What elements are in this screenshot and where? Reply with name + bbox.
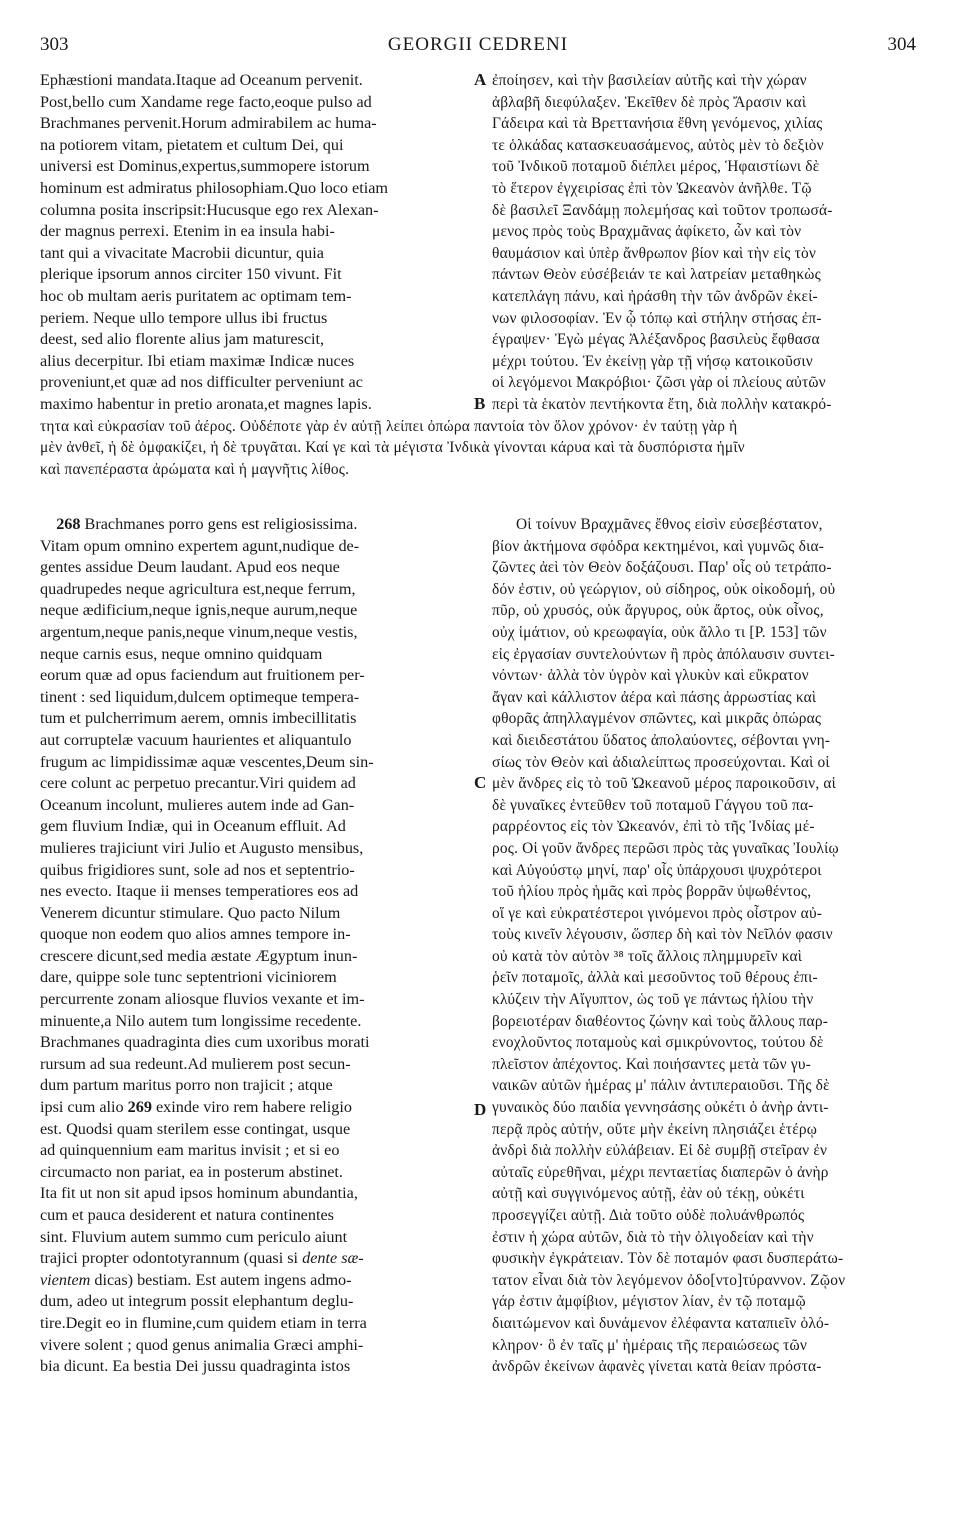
latin-line: sint. Fluvium autem summo cum periculo aiunt bbox=[40, 1227, 348, 1246]
section-number-268: 268 bbox=[56, 515, 81, 533]
latin-line: rursum ad sua redeunt.Ad mulierem post secun- bbox=[40, 1054, 351, 1073]
greek-line: σίως τὸν Θεὸν καὶ ἀδιαλείπτως προσεύχονται. Καὶ οἱ bbox=[492, 753, 830, 771]
latin-line: percurrente zonam aliosque fluvios vexante et im- bbox=[40, 990, 365, 1009]
latin-line: tire.Degit eo in flumine,cum quidem etiam in terra bbox=[40, 1313, 367, 1332]
greek-line: τοὺς κινεῖν λέγουσιν, ὥσπερ δὴ καὶ τὸν Νεῖλόν φασιν bbox=[492, 926, 833, 944]
running-title: GEORGII CEDRENI bbox=[387, 34, 569, 55]
greek-line: δὲ γυναῖκες ἐντεῦθεν τοῦ ποταμοῦ Γάγγου τοῦ πα- bbox=[492, 796, 814, 814]
latin-line: vivere solent ; quod genus animalia Græci amphi- bbox=[40, 1335, 364, 1354]
greek-line: ενοχλοῦντος ποταμοὺς καὶ σμικρύνοντος, τούτου δὲ bbox=[492, 1034, 824, 1052]
greek-line: ἄγαν καὶ κάλλιστον ἀέρα καὶ πάσης ἀρρωστίας καὶ bbox=[492, 688, 817, 706]
greek-line: φυσικὴν ἐγκράτειαν. Τὸν δὲ ποταμόν φασι δυσπεράτω- bbox=[492, 1250, 844, 1268]
latin-line bbox=[40, 1097, 472, 1119]
greek-line: πάντων Θεὸν εὐσέβειάν τε καὶ λατρείαν μεταθηκὼς bbox=[492, 266, 821, 284]
latin-line: neque carnis esus, neque omnino quidquam bbox=[40, 644, 323, 663]
greek-line: Γάδειρα καὶ τὰ Βρεττανήσια ἔθνη γενόμενος, χιλίας bbox=[492, 115, 823, 133]
latin-line: Brachmanes pervenit.Horum admirabilem ac huma- bbox=[40, 114, 377, 133]
greek-line: τατον εἶναι διὰ τὸν λεγόμενον ὀδο[ντο]τύραννον. Ζῷον bbox=[492, 1271, 846, 1289]
latin-line: dum, adeo ut integrum possit elephantum deglu- bbox=[40, 1292, 354, 1311]
latin-line: bia dicunt. Ea bestia Dei jussu quadraginta istos bbox=[40, 1357, 351, 1376]
latin-line: ad quinquennium eam maritus invisit ; et si eo bbox=[40, 1141, 340, 1160]
greek-line: θαυμάσιον καὶ ὑπὲρ ἄνθρωπον βίον καὶ τὴν εἰς τὸν bbox=[492, 244, 817, 262]
latin-line: gem fluvium Indiæ, qui in Oceanum effluit. Ad bbox=[40, 817, 346, 836]
greek-line: τε ὁλκάδας κατασκευασάμενος, αὐτὸς μὲν τὸ δεξιὸν bbox=[492, 136, 824, 154]
greek-line: ναικῶν αὐτῶν ἡμέρας μ' πάλιν ἀντιπεραιοῦσι. Τῆς δὲ bbox=[492, 1077, 830, 1095]
latin-line: na potiorem vitam, pietatem et cultum Dei, qui bbox=[40, 135, 344, 154]
greek-line: δὲ βασιλεῖ Ξανδάμῃ πολεμήσας καὶ τοῦτον τροπωσά- bbox=[492, 201, 833, 219]
latin-line: circumacto non pariat, ea in posterum abstinet. bbox=[40, 1162, 343, 1181]
latin-line: hominum est admiratus philosophiam.Quo loco etiam bbox=[40, 178, 388, 197]
latin-line: tant qui a vivacitate Macrobii dicuntur, quia bbox=[40, 243, 324, 262]
greek-line: τοῦ Ἰνδικοῦ ποταμοῦ διέπλει μέρος, Ἡφαιστίωνι δὲ bbox=[492, 158, 820, 176]
greek-line: οὐ κατὰ τὸν αὐτὸν ³⁸ τοῖς ἄλλοις πλημμυρεῖν καὶ bbox=[492, 947, 803, 965]
latin-line: cum et pauca desiderent et natura continentes bbox=[40, 1206, 334, 1224]
latin-line: Vitam opum omnino expertem agunt,nudique de- bbox=[40, 536, 360, 555]
greek-line: ἀνδρῶν ἐκείνων ἀφανὲς γίνεται κατὰ θείαν πρόστα- bbox=[492, 1358, 822, 1376]
section-number-269: 269 bbox=[127, 1098, 152, 1117]
latin-line: dum partum maritus porro non trajicit ; atque bbox=[40, 1076, 333, 1095]
greek-line: οἵ γε καὶ εὐκρατέστεροι γινόμενοι πρὸς οἶστρον αὐ- bbox=[492, 904, 823, 922]
greek-line: καὶ πανεπέραστα ἀρώματα καὶ ἡ μαγνῆτις λίθος. bbox=[40, 460, 350, 478]
greek-line: κλύζειν τὴν Αἴγυπτον, ὡς τοῦ γε πάντως ἡλίου τὴν bbox=[492, 991, 814, 1009]
greek-line: ἀνδρὶ διὰ πολλὴν εὐλάβειαν. Εἰ δὲ συμβῇ στεῖραν ἐν bbox=[492, 1142, 828, 1160]
latin-line-text: dicas) bestiam. Est autem ingens admo- bbox=[94, 1270, 352, 1289]
latin-line-text: trajici propter odontotyrannum (quasi si bbox=[40, 1249, 299, 1268]
greek-line: περὶ τὰ ἑκατὸν πεντήκοντα ἔτη, διὰ πολλὴν κατακρό- bbox=[492, 396, 832, 413]
latin-line: Ephæstioni mandata.Itaque ad Oceanum pervenit. bbox=[40, 71, 363, 89]
right-page-number: 304 bbox=[887, 34, 916, 55]
left-page-number: 303 bbox=[40, 34, 69, 55]
latin-line: periem. Neque ullo tempore ullus ibi fructus bbox=[40, 308, 328, 327]
greek-line: νων φιλοσοφίαν. Ἐν ᾧ τόπῳ καὶ στήλην στήσας ἐπ- bbox=[492, 309, 822, 327]
latin-line: minuente,a Nilo autem tum longissime recedente. bbox=[40, 1011, 362, 1030]
greek-column-top bbox=[492, 70, 926, 394]
greek-line: μὲν ἄνδρες εἰς τὸ τοῦ Ὠκεανοῦ μέρος παροικοῦσιν, αἱ bbox=[492, 775, 837, 793]
greek-line: δόν ἐστιν, οὐ γεώργιον, οὐ σίδηρος, οὐκ οἰκοδομή, οὐ bbox=[492, 580, 836, 598]
greek-line: φθορᾶς ἀπηλλαγμένον σπῶντες, καὶ μικρᾶς ὀπώρας bbox=[492, 710, 822, 728]
latin-line: deest, sed alio florente alius jam maturescit, bbox=[40, 330, 325, 349]
greek-line: καὶ διειδεστάτου ὕδατος ἀπολαύοντες, σέβονται γνη- bbox=[492, 731, 831, 749]
margin-marker-d: D bbox=[474, 1100, 487, 1119]
latin-line bbox=[40, 514, 472, 536]
latin-line: der magnus perrexi. Etenim in ea insula habi- bbox=[40, 222, 335, 241]
latin-line: gentes assidue Deum laudant. Apud eos neque bbox=[40, 558, 340, 577]
greek-line: Οἱ τοίνυν Βραχμᾶνες ἔθνος εἰσὶν εὐσεβέστατον, bbox=[516, 516, 823, 533]
latin-line bbox=[40, 1270, 472, 1292]
greek-line: μενος πρὸς τοὺς Βραχμᾶνας ἀφίκετο, ὧν καὶ τὸν bbox=[492, 223, 802, 241]
greek-line: κατεπλάγη πάνυ, καὶ ἠράσθη τὴν τῶν ἀνδρῶν ἐκεί- bbox=[492, 287, 818, 305]
greek-line: ζῶντες ἀεὶ τὸν Θεὸν δοξάζουσι. Παρ' οἷς οὐ τετράπο- bbox=[492, 559, 832, 577]
greek-line: βορειοτέραν διαθέοντος ζώνην καὶ τοὺς ἄλλους παρ- bbox=[492, 1012, 829, 1030]
latin-line: universi est Dominus,expertus,summopere istorum bbox=[40, 157, 370, 176]
latin-line: Post,bello cum Xandame rege facto,eoque pulso ad bbox=[40, 92, 372, 111]
greek-line: πῦρ, οὐ χρυσός, οὐκ ἄργυρος, οὐκ ἄρτος, οὐκ οἶνος, bbox=[492, 602, 824, 620]
latin-line: mulieres trajiciunt viri Julio et Augusto mensibus, bbox=[40, 838, 364, 857]
latin-line: Ita fit ut non sit apud ipsos hominum abundantia, bbox=[40, 1184, 358, 1203]
latin-line: alius decerpitur. Ibi etiam maximæ Indicæ nuces bbox=[40, 351, 355, 370]
greek-line: οἱ λεγόμενοι Μακρόβιοι· ζῶσι γὰρ οἱ πλείους αὐτῶν bbox=[492, 374, 826, 392]
latin-column-bottom bbox=[40, 514, 472, 1378]
greek-line: ἀβλαβῆ διεφύλαξεν. Ἐκεῖθεν δὲ πρὸς Ἄρασιν καὶ bbox=[492, 93, 807, 111]
greek-line: τὸ ἕτερον ἐγχειρίσας ἐπὶ τὸν Ὠκεανὸν ἀνῆλθε. Τῷ bbox=[492, 179, 812, 197]
greek-line: γάρ ἐστιν ἀμφίβιον, μέγιστον λίαν, ἐν τῷ ποταμῷ bbox=[492, 1293, 806, 1311]
greek-line: ῥεῖν ποταμοῖς, ἀλλὰ καὶ μεσοῦντος τοῦ θέρους ἐπι- bbox=[492, 969, 818, 987]
greek-line: γυναικὸς δύο παιδία γεννησάσης οὐκέτι ὁ ἀνὴρ ἀντι- bbox=[492, 1099, 829, 1117]
greek-full-width bbox=[40, 394, 926, 480]
greek-line: ἐποίησεν, καὶ τὴν βασιλείαν αὐτῆς καὶ τὴν χώραν bbox=[492, 72, 807, 89]
latin-line: neque ædificium,neque ignis,neque aurum,neque bbox=[40, 601, 358, 620]
latin-line-text: Brachmanes porro gens est religiosissima. bbox=[84, 515, 358, 533]
latin-line: quibus frigidiores sunt, sole ad nos et septentrio- bbox=[40, 860, 355, 879]
margin-marker-b: B bbox=[474, 394, 486, 413]
greek-line: καὶ Αὐγούστῳ μηνί, παρ' οἷς ὑπάρχουσι ψυχρότεροι bbox=[492, 861, 822, 879]
greek-line: προσεγγίζει αὐτῇ. Διὰ τοῦτο οὐδὲ πολυάνθρωπός bbox=[492, 1207, 805, 1224]
latin-line: maximo habentur in pretio aronata,et magnes lapis. bbox=[40, 394, 372, 413]
latin-line: aut corruptelæ vacuum haurientes et aliquantulo bbox=[40, 730, 352, 749]
greek-line: νόντων· ἀλλὰ τὸν ὑγρὸν καὶ γλυκὺν καὶ εὔκρατον bbox=[492, 667, 809, 685]
latin-line: nes evecto. Itaque ii menses temperatiores eos ad bbox=[40, 882, 359, 901]
greek-line: αὐτῇ καὶ συγγινόμενος αὐτῇ, ἐὰν οὐ τέκῃ, οὐκέτι bbox=[492, 1185, 805, 1203]
latin-line: Oceanum incolunt, mulieres autem inde ad Gan- bbox=[40, 795, 355, 814]
margin-marker-c: C bbox=[474, 773, 487, 792]
italic-phrase: dente sæ- bbox=[302, 1249, 364, 1268]
latin-line: quadrupedes neque agricultura est,neque ferrum, bbox=[40, 579, 356, 598]
greek-column-bottom bbox=[492, 514, 926, 1378]
italic-phrase: vientem bbox=[40, 1270, 91, 1289]
greek-line: αὐταῖς εὑρεθῆναι, μέχρι πενταετίας διαπερῶν ὁ ἀνὴρ bbox=[492, 1163, 829, 1181]
greek-line: τητα καὶ εὐκρασίαν τοῦ ἀέρος. Οὐδέποτε γὰρ ἐν αὐτῇ λείπει ὀπώρα παντοία τὸν ὅλον χρόνον· ἐν ταύτῃ γὰρ ἡ bbox=[40, 417, 738, 435]
latin-line: eorum quæ ad opus faciendum aut fruitionem per- bbox=[40, 666, 365, 685]
greek-line: περᾷ πρὸς αὐτήν, οὔτε μὴν ἐκείνη πλησιάζει ἑτέρῳ bbox=[492, 1120, 818, 1138]
latin-line: cere colunt ac perpetuo precantur.Viri quidem ad bbox=[40, 774, 356, 793]
greek-line: μὲν ἀνθεῖ, ἡ δὲ ὀμφακίζει, ἡ δὲ τρυγᾶται. Καί γε καὶ τὰ μέγιστα Ἰνδικὰ γίνονται κάρυα καὶ τὰ δυσπόριστα ἡμῖν bbox=[40, 439, 745, 457]
greek-line: εἰς ἐργασίαν συντελούντων ἢ πρὸς ἀπόλαυσιν συντει- bbox=[492, 645, 835, 663]
latin-line: proveniunt,et quæ ad nos difficulter perveniunt ac bbox=[40, 373, 363, 392]
greek-line: μέχρι τούτου. Ἐν ἐκείνῃ γὰρ τῇ νήσῳ κατοικοῦσιν bbox=[492, 352, 813, 370]
latin-line: crescere dicunt,sed media æstate Ægyptum inun- bbox=[40, 946, 358, 965]
latin-line: Venerem dicuntur stimulare. Quo pacto Nilum bbox=[40, 903, 341, 922]
greek-line: ραρρέοντος εἰς τὸν Ὠκεανόν, ἐπὶ τὸ τῆς Ἰνδίας μέ- bbox=[492, 818, 815, 836]
latin-line: Brachmanes quadraginta dies cum uxoribus morati bbox=[40, 1033, 370, 1052]
latin-line: dare, quippe sole tunc septentrioni viciniorem bbox=[40, 968, 337, 987]
greek-line: ρος. Οἱ γοῦν ἄνδρες περῶσι πρὸς τὰς γυναῖκας Ἰουλίῳ bbox=[492, 839, 839, 857]
latin-line bbox=[40, 1248, 472, 1270]
latin-line: plerique ipsorum annos circiter 150 vivunt. Fit bbox=[40, 265, 342, 284]
latin-line-text: ipsi cum alio bbox=[40, 1098, 124, 1117]
latin-line: argentum,neque panis,neque vinum,neque vestis, bbox=[40, 622, 358, 641]
latin-line: frugum ac limpidissimæ aquæ vescentes,Deum sin- bbox=[40, 752, 374, 771]
greek-line: ἐστιν ἡ χώρα αὐτῶν, διὰ τὸ τὴν ὀλιγοδείαν καὶ τὴν bbox=[492, 1228, 814, 1246]
latin-line-text: exinde viro rem habere religio bbox=[156, 1098, 352, 1117]
greek-line: βίον ἀκτήμονα σφόδρα κεκτημένοι, καὶ γυμνῶς δια- bbox=[492, 537, 825, 555]
greek-line: διαιτώμενον καὶ δυνάμενον ἐλέφαντα καταπιεῖν ὁλό- bbox=[492, 1314, 830, 1332]
greek-line: τοῦ ἡλίου πρὸς ἡμᾶς καὶ πρὸς βορρᾶν ὑψωθέντος, bbox=[492, 883, 812, 901]
latin-line: tum et pulcherrimum aerem, omnis imbecillitatis bbox=[40, 709, 357, 728]
latin-column-top bbox=[40, 70, 472, 416]
running-header bbox=[40, 34, 916, 58]
greek-line: πλεῖστον ἀπέχοντος. Καὶ ποιήσαντες μετὰ τῶν γυ- bbox=[492, 1055, 811, 1073]
latin-line: est. Quodsi quam sterilem esse contingat, usque bbox=[40, 1119, 351, 1138]
greek-line: έγραψεν· Ἐγὼ μέγας Ἀλέξανδρος βασιλεὺς ἔφθασα bbox=[492, 331, 820, 349]
latin-line: columna posita inscripsit:Hucusque ego rex Alexan- bbox=[40, 200, 379, 219]
margin-marker-a: A bbox=[474, 70, 487, 89]
greek-line: κληρον· ὃ ἐν ταῖς μ' ἡμέραις τῆς περαιώσεως τῶν bbox=[492, 1336, 807, 1354]
latin-line: quoque non eodem quo alios amnes tempore in- bbox=[40, 925, 351, 944]
latin-line: hoc ob multam aeris puritatem ac optimam tem- bbox=[40, 286, 352, 305]
latin-line: tinent : sed liquidum,dulcem optimeque tempera- bbox=[40, 687, 360, 706]
greek-line: οὐχ ἱμάτιον, οὐ κρεωφαγία, οὐκ ἄλλο τι [P. 153] τῶν bbox=[492, 623, 827, 641]
